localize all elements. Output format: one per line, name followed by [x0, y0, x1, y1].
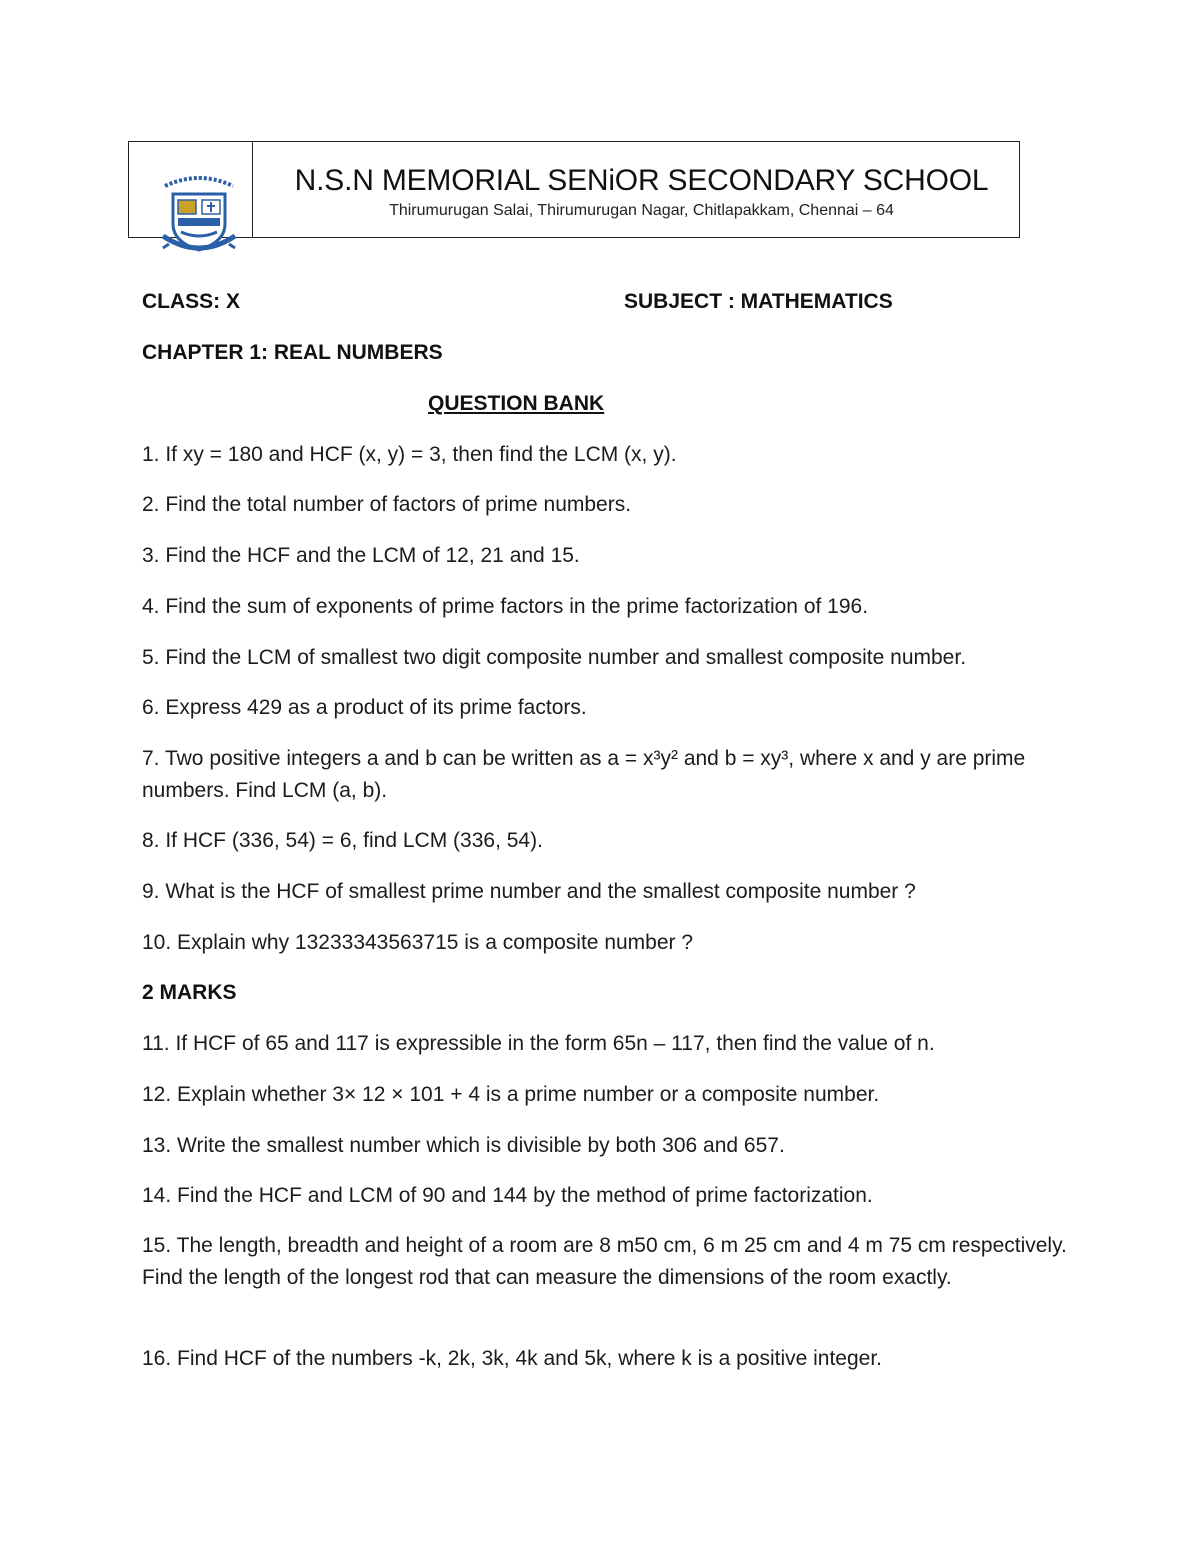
question-2: 2. Find the total number of factors of prime numbers. — [142, 493, 632, 516]
question-9: 9. What is the HCF of smallest prime number and the smallest composite number ? — [142, 880, 916, 903]
school-crest-icon — [159, 176, 239, 258]
question-6: 6. Express 429 as a product of its prime factors. — [142, 696, 587, 719]
question-11: 11. If HCF of 65 and 117 is expressible in the form 65n – 117, then find the value of n. — [142, 1032, 935, 1055]
school-name: N.S.N MEMORIAL SENiOR SECONDARY SCHOOL — [294, 164, 989, 197]
question-3: 3. Find the HCF and the LCM of 12, 21 and 15. — [142, 544, 580, 567]
chapter-title: CHAPTER 1: REAL NUMBERS — [142, 341, 443, 364]
question-14: 14. Find the HCF and LCM of 90 and 144 by the method of prime factorization. — [142, 1184, 873, 1207]
question-8: 8. If HCF (336, 54) = 6, find LCM (336, 54). — [142, 829, 543, 852]
logo-cell — [129, 142, 253, 237]
school-header — [128, 141, 1020, 238]
question-10: 10. Explain why 13233343563715 is a composite number ? — [142, 931, 694, 954]
class-label: CLASS: X — [142, 290, 241, 313]
question-16: 16. Find HCF of the numbers -k, 2k, 3k, 4k and 5k, where k is a positive integer. — [142, 1347, 883, 1370]
section-2-marks-title: 2 MARKS — [142, 981, 237, 1004]
question-13: 13. Write the smallest number which is divisible by both 306 and 657. — [142, 1134, 785, 1157]
question-bank-heading: QUESTION BANK — [428, 392, 605, 415]
question-4: 4. Find the sum of exponents of prime factors in the prime factorization of 196. — [142, 595, 869, 618]
question-5: 5. Find the LCM of smallest two digit composite number and smallest composite number. — [142, 646, 967, 669]
question-1: 1. If xy = 180 and HCF (x, y) = 3, then find the LCM (x, y). — [142, 443, 677, 466]
question-12: 12. Explain whether 3× 12 × 101 + 4 is a prime number or a composite number. — [142, 1083, 880, 1106]
question-15: 15. The length, breadth and height of a room are 8 m50 cm, 6 m 25 cm and 4 m 75 cm respectively. Find the length of the longest rod that can measure the dimensions of the room exactly. — [142, 1234, 1067, 1289]
school-address: Thirumurugan Salai, Thirumurugan Nagar, Chitlapakkam, Chennai – 64 — [389, 202, 894, 219]
subject-label: SUBJECT : MATHEMATICS — [624, 290, 893, 313]
question-7: 7. Two positive integers a and b can be written as a = x³y² and b = xy³, where x and y are prime numbers. Find LCM (a, b). — [142, 747, 1026, 802]
